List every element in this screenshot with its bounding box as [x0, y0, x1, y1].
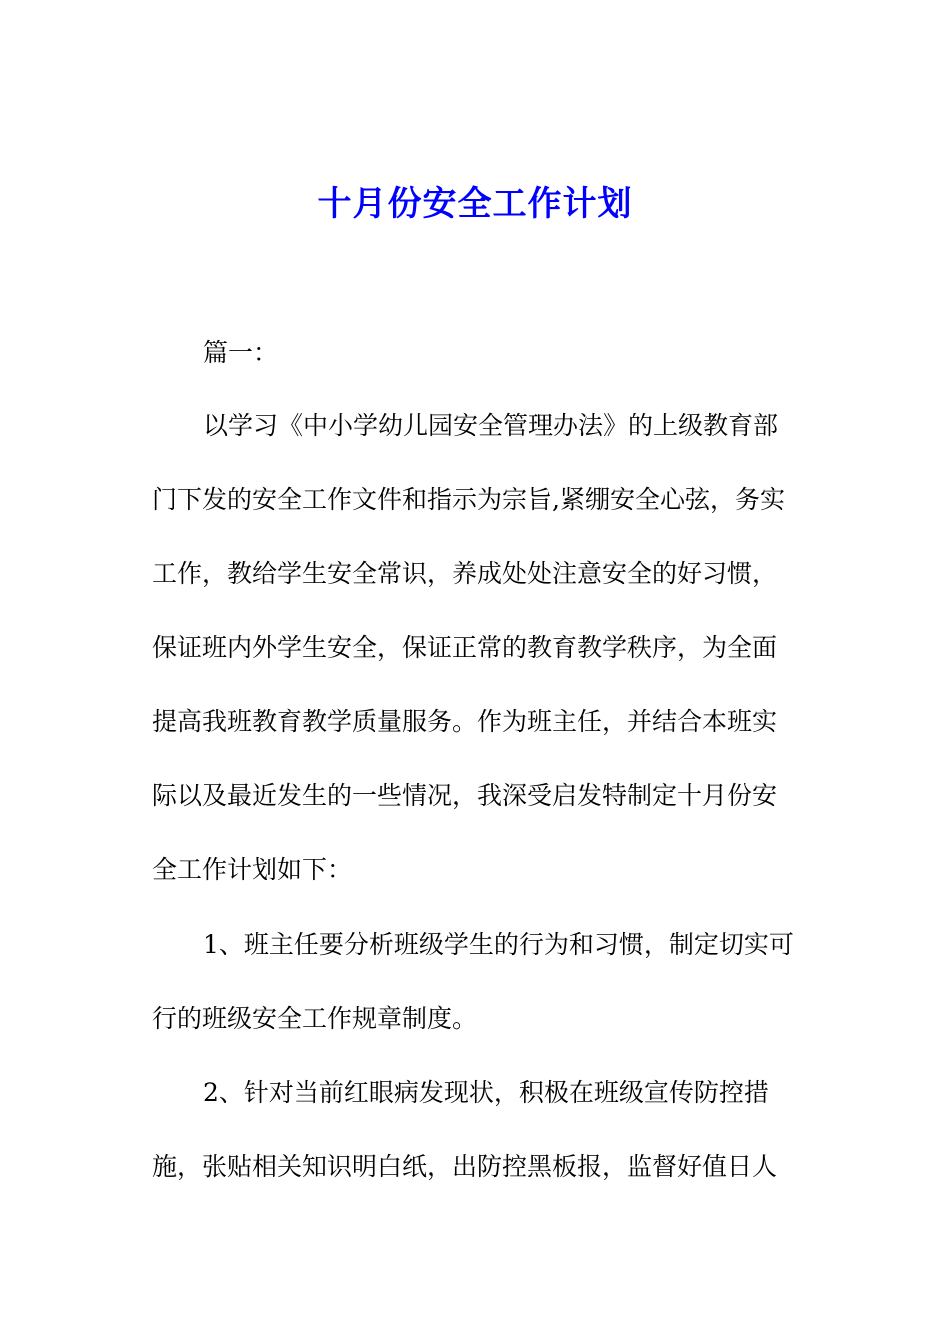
- section-heading: 篇一：: [203, 338, 279, 367]
- paragraph-line: 际以及最近发生的一些情况，我深受启发特制定十月份安: [152, 781, 778, 810]
- list-item-2-line: 2、针对当前红眼病发现状，积极在班级宣传防控措: [203, 1078, 769, 1107]
- paragraph-line: 提高我班教育教学质量服务。作为班主任，并结合本班实: [152, 707, 778, 736]
- list-item-1-line: 行的班级安全工作规章制度。: [152, 1004, 478, 1033]
- paragraph-line: 全工作计划如下：: [152, 855, 353, 884]
- paragraph-line: 门下发的安全工作文件和指示为宗旨,紧绷安全心弦，务实: [152, 485, 785, 514]
- paragraph-line: 保证班内外学生安全，保证正常的教育教学秩序，为全面: [152, 633, 778, 662]
- paragraph-line: 以学习《中小学幼儿园安全管理办法》的上级教育部: [203, 411, 779, 440]
- paragraph-line: 工作，教给学生安全常识，养成处处注意安全的好习惯，: [152, 559, 778, 588]
- list-item-1-line: 1、班主任要分析班级学生的行为和习惯，制定切实可: [203, 930, 794, 959]
- document-title: 十月份安全工作计划: [317, 184, 633, 224]
- list-item-2-line: 施，张贴相关知识明白纸，出防控黑板报，监督好值日人: [152, 1152, 778, 1181]
